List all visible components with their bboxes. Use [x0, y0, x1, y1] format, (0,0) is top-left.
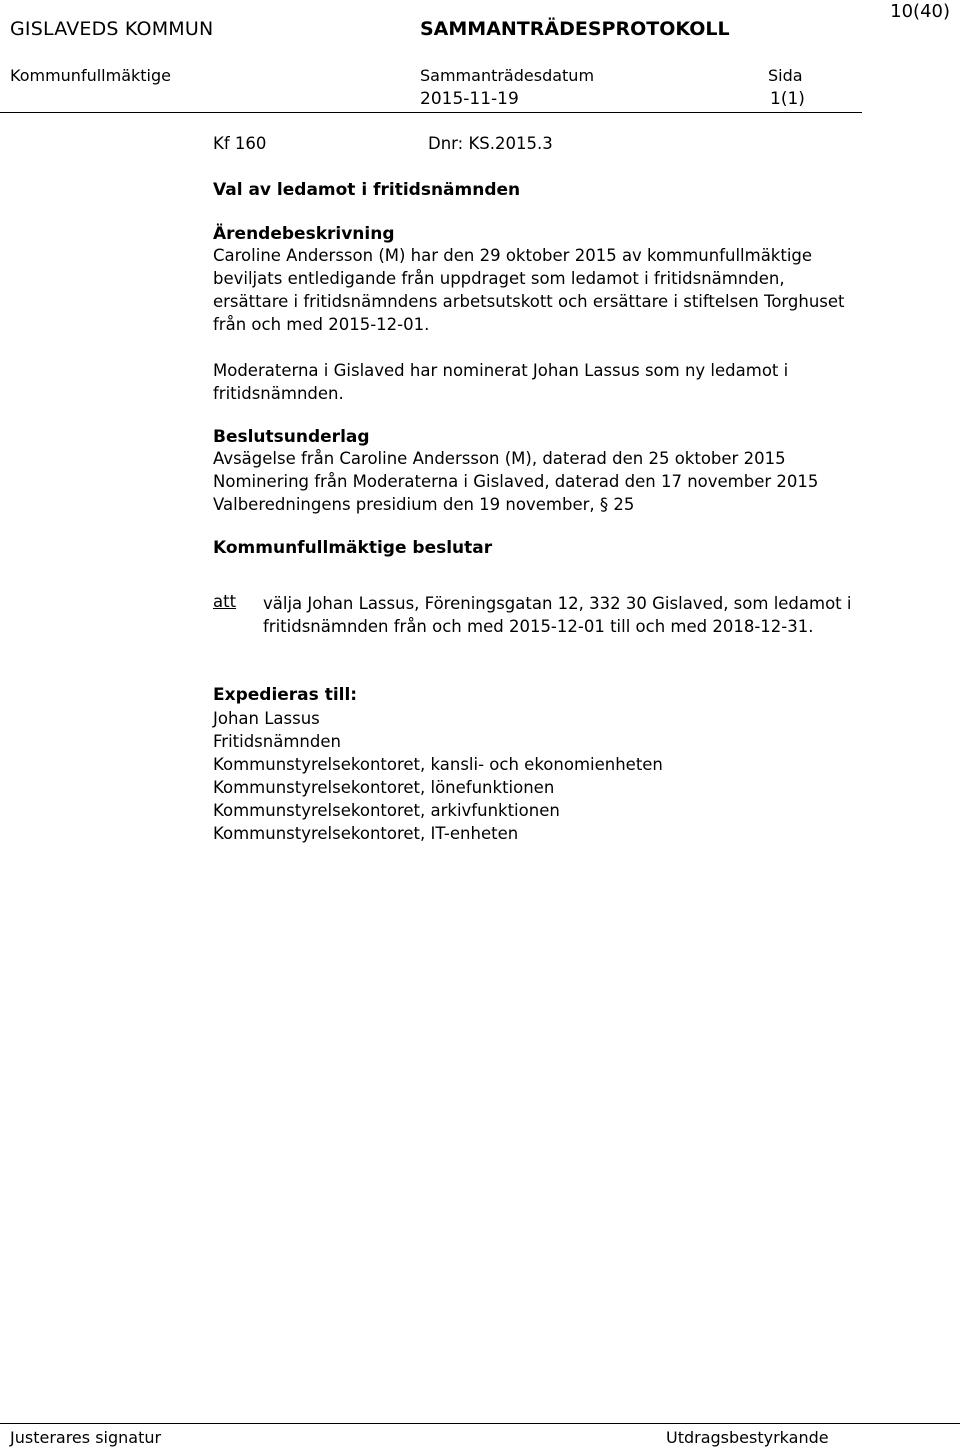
page-label: Sida [768, 66, 803, 85]
recipient-item: Kommunstyrelsekontoret, arkivfunktionen [213, 801, 560, 820]
meeting-date: 2015-11-19 [420, 89, 519, 109]
beslut-heading: Kommunfullmäktige beslutar [213, 538, 493, 558]
recipient-item: Kommunstyrelsekontoret, lönefunktionen [213, 778, 555, 797]
page-count: 1(1) [770, 89, 805, 109]
arendebeskrivning-heading: Ärendebeskrivning [213, 224, 395, 244]
recipient-item: Kommunstyrelsekontoret, IT-enheten [213, 824, 519, 843]
dnr-reference: Dnr: KS.2015.3 [428, 134, 553, 153]
page-number: 10(40) [890, 1, 950, 22]
organization-name: GISLAVEDS KOMMUN [10, 18, 214, 40]
expedieras-section [213, 684, 853, 845]
recipient-item: Johan Lassus [213, 709, 320, 728]
kf-reference: Kf 160 [213, 134, 267, 153]
expedieras-heading: Expedieras till: [213, 685, 358, 705]
document-type: SAMMANTRÄDESPROTOKOLL [420, 18, 730, 40]
arendebeskrivning-paragraph-1: Caroline Andersson (M) har den 29 oktober 2015 av kommunfullmäktige beviljats entledigande från uppdraget som ledamot i fritidsnämnden, ersättare i fritidsnämndens arbetsutskott och ersättare i stiftelsen Torghuset från och med 2015-12-01. [213, 246, 845, 334]
date-label: Sammanträdesdatum [420, 66, 595, 85]
beslutsunderlag-item: Valberedningens presidium den 19 november, § 25 [213, 495, 635, 514]
signature-label: Justerares signatur [10, 1428, 162, 1447]
beslutsunderlag-heading: Beslutsunderlag [213, 427, 370, 447]
header-divider [0, 112, 862, 113]
beslutsunderlag-item: Avsägelse från Caroline Andersson (M), daterad den 25 oktober 2015 [213, 449, 786, 468]
main-content [213, 180, 853, 558]
recipient-item: Fritidsnämnden [213, 732, 341, 751]
certification-label: Utdragsbestyrkande [666, 1428, 829, 1447]
decision-lead: att [213, 592, 237, 611]
decision-text: välja Johan Lassus, Föreningsgatan 12, 332 30 Gislaved, som ledamot i fritidsnämnden från och med 2015-12-01 till och med 2018-12-31. [263, 594, 852, 636]
arendebeskrivning-paragraph-2: Moderaterna i Gislaved har nominerat Johan Lassus som ny ledamot i fritidsnämnden. [213, 361, 789, 403]
body-label: Kommunfullmäktige [10, 66, 171, 85]
beslutsunderlag-item: Nominering från Moderaterna i Gislaved, daterad den 17 november 2015 [213, 472, 819, 491]
recipient-item: Kommunstyrelsekontoret, kansli- och ekonomienheten [213, 755, 663, 774]
document-title: Val av ledamot i fritidsnämnden [213, 180, 521, 200]
footer-divider [0, 1423, 960, 1424]
